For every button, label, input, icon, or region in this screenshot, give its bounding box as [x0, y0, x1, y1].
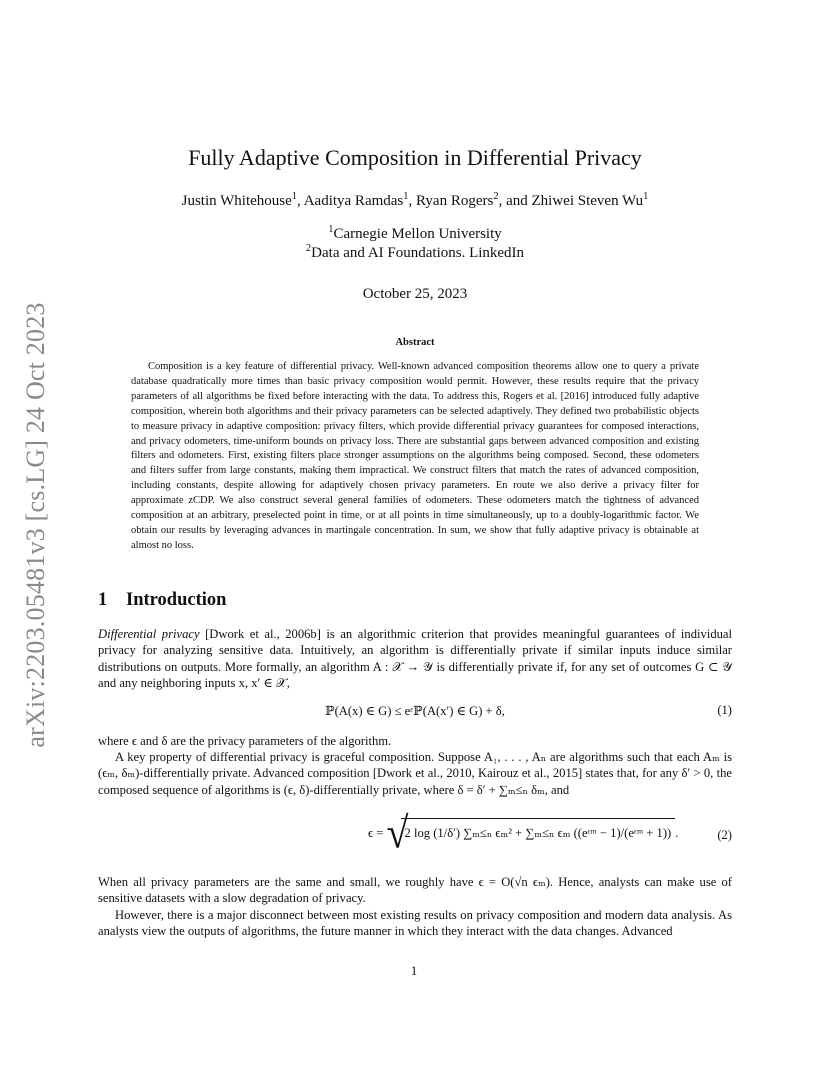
arxiv-sidebar	[16, 290, 56, 760]
paragraph-text: [Dwork et al., 2006b] is an algorithmic criterion that provides meaningful guarantees of individual privacy for analyzing sensitive data. Intuitively, an algorithm is differentially private if similar inputs induce similar distributions on outputs. More formally, an algorithm A : 𝒳 → 𝒴 is differentially private if, for any set of outcomes G ⊂ 𝒴 and any neighboring inputs x, x′ ∈ 𝒳,	[98, 627, 732, 691]
affiliation-2	[98, 243, 732, 262]
arxiv-identifier: arXiv:2203.05481v3 [cs.LG] 24 Oct 2023	[21, 302, 50, 748]
affiliation-mark: 2	[493, 191, 499, 202]
intro-paragraph-3: A key property of differential privacy is graceful composition. Suppose A₁, . . . , Aₙ are algorithms such that each Aₘ is (ϵₘ, δₘ)-differentially private. Advanced composition [Dwork et al., 2010, Kairouz et al., 2015] states that, for any δ′ > 0, the composed sequence of algorithms is (ϵ, δ)-differentially private, where δ = δ′ + ∑ₘ≤ₙ δₘ, and	[98, 750, 732, 797]
author-name: Aaditya Ramdas	[303, 193, 404, 209]
equation-lhs: ϵ =	[368, 826, 384, 840]
affiliation-mark: 1	[328, 224, 334, 235]
abstract-body	[131, 360, 699, 554]
section-number: 1	[98, 590, 108, 610]
author-list: Justin Whitehouse$^1$, Aaditya Ramdas$^1$, Ryan Rogers$^2$, and Zhiwei Steven Wu$^1$	[181, 191, 649, 209]
paper-title: Fully Adaptive Composition in Differential Privacy	[188, 145, 642, 170]
intro-paragraph-1	[98, 626, 732, 692]
intro-paragraph-2: where ϵ and δ are the privacy parameters of the algorithm.	[98, 734, 392, 748]
page-number: 1	[410, 964, 418, 978]
term-emphasis: Differential privacy	[98, 627, 200, 641]
affiliation-name: Carnegie Mellon University	[333, 226, 502, 242]
radical-sign: √	[386, 807, 409, 858]
author-name: Zhiwei Steven Wu	[531, 193, 644, 209]
radicand: 2 log (1/δ′) ∑ₘ≤ₙ ϵₘ² + ∑ₘ≤ₙ ϵₘ ((eᵋᵐ − 1)/(eᵋᵐ + 1))	[404, 826, 672, 840]
affiliation-mark: 1	[403, 191, 409, 202]
affiliation-name: Data and AI Foundations. LinkedIn	[311, 245, 525, 261]
equation-number: (1)	[717, 703, 732, 717]
abstract-text: Composition is a key feature of differential privacy. Well-known advanced composition theorems allow one to query a private database quadratically more times than basic privacy composition would permit. However, these results require that the privacy parameters of all algorithms be fixed before interacting with the data. To address this, Rogers et al. [2016] introduced fully adaptive composition, wherein both algorithms and their privacy parameters can be selected adaptively. They defined two probabilistic objects to measure privacy in adaptive composition: privacy filters, which provide differential privacy guarantees for composed interactions, and privacy odometers, time-uniform bounds on privacy loss. There are substantial gaps between advanced composition and existing filters and odometers. First, existing filters place stronger assumptions on the algorithms being composed. Second, these odometers and filters suffer from large constants, making them impractical. We construct filters that match the rates of advanced composition, including constants, despite allowing for adaptively chosen privacy parameters. En route we also derive a privacy filter for approximate zCDP. We also construct several general families of odometers. These odometers match the tightness of advanced composition at an arbitrary, preselected point in time, or at all points in time simultaneously, up to a doubly-logarithmic factor. We obtain our results by leveraging advances in martingale concentration. In sum, we show that fully adaptive privacy is obtainable at almost no loss.	[131, 361, 699, 551]
section-title: Introduction	[126, 590, 227, 610]
affiliation-mark: 1	[291, 191, 298, 202]
affiliation-mark: 2	[305, 243, 312, 254]
equation-2	[98, 807, 732, 864]
section-heading	[98, 590, 226, 611]
affiliation-1	[98, 224, 732, 243]
equation-1	[98, 703, 732, 719]
equation-body	[368, 807, 679, 858]
abstract-heading: Abstract	[395, 337, 435, 348]
equation-number: (2)	[717, 828, 732, 842]
equation-tail: .	[675, 826, 679, 840]
intro-paragraph-5: However, there is a major disconnect between most existing results on privacy composition and modern data analysis. As analysts view the outputs of algorithms, the future manner in which they interact with the data changes. Advanced	[98, 908, 732, 939]
author-name: Justin Whitehouse	[181, 193, 292, 209]
square-root	[386, 807, 679, 858]
intro-paragraph-4: When all privacy parameters are the same and small, we roughly have ϵ = O(√n ϵₘ). Hence, analysts can make use of sensitive datasets with a slow degradation of privacy.	[98, 875, 732, 906]
affiliation-mark: 1	[643, 191, 649, 202]
paper-date: October 25, 2023	[362, 286, 468, 302]
author-name: Ryan Rogers	[416, 193, 494, 209]
equation-body: ℙ(A(x) ∈ G) ≤ eᵋℙ(A(x′) ∈ G) + δ,	[325, 704, 505, 718]
